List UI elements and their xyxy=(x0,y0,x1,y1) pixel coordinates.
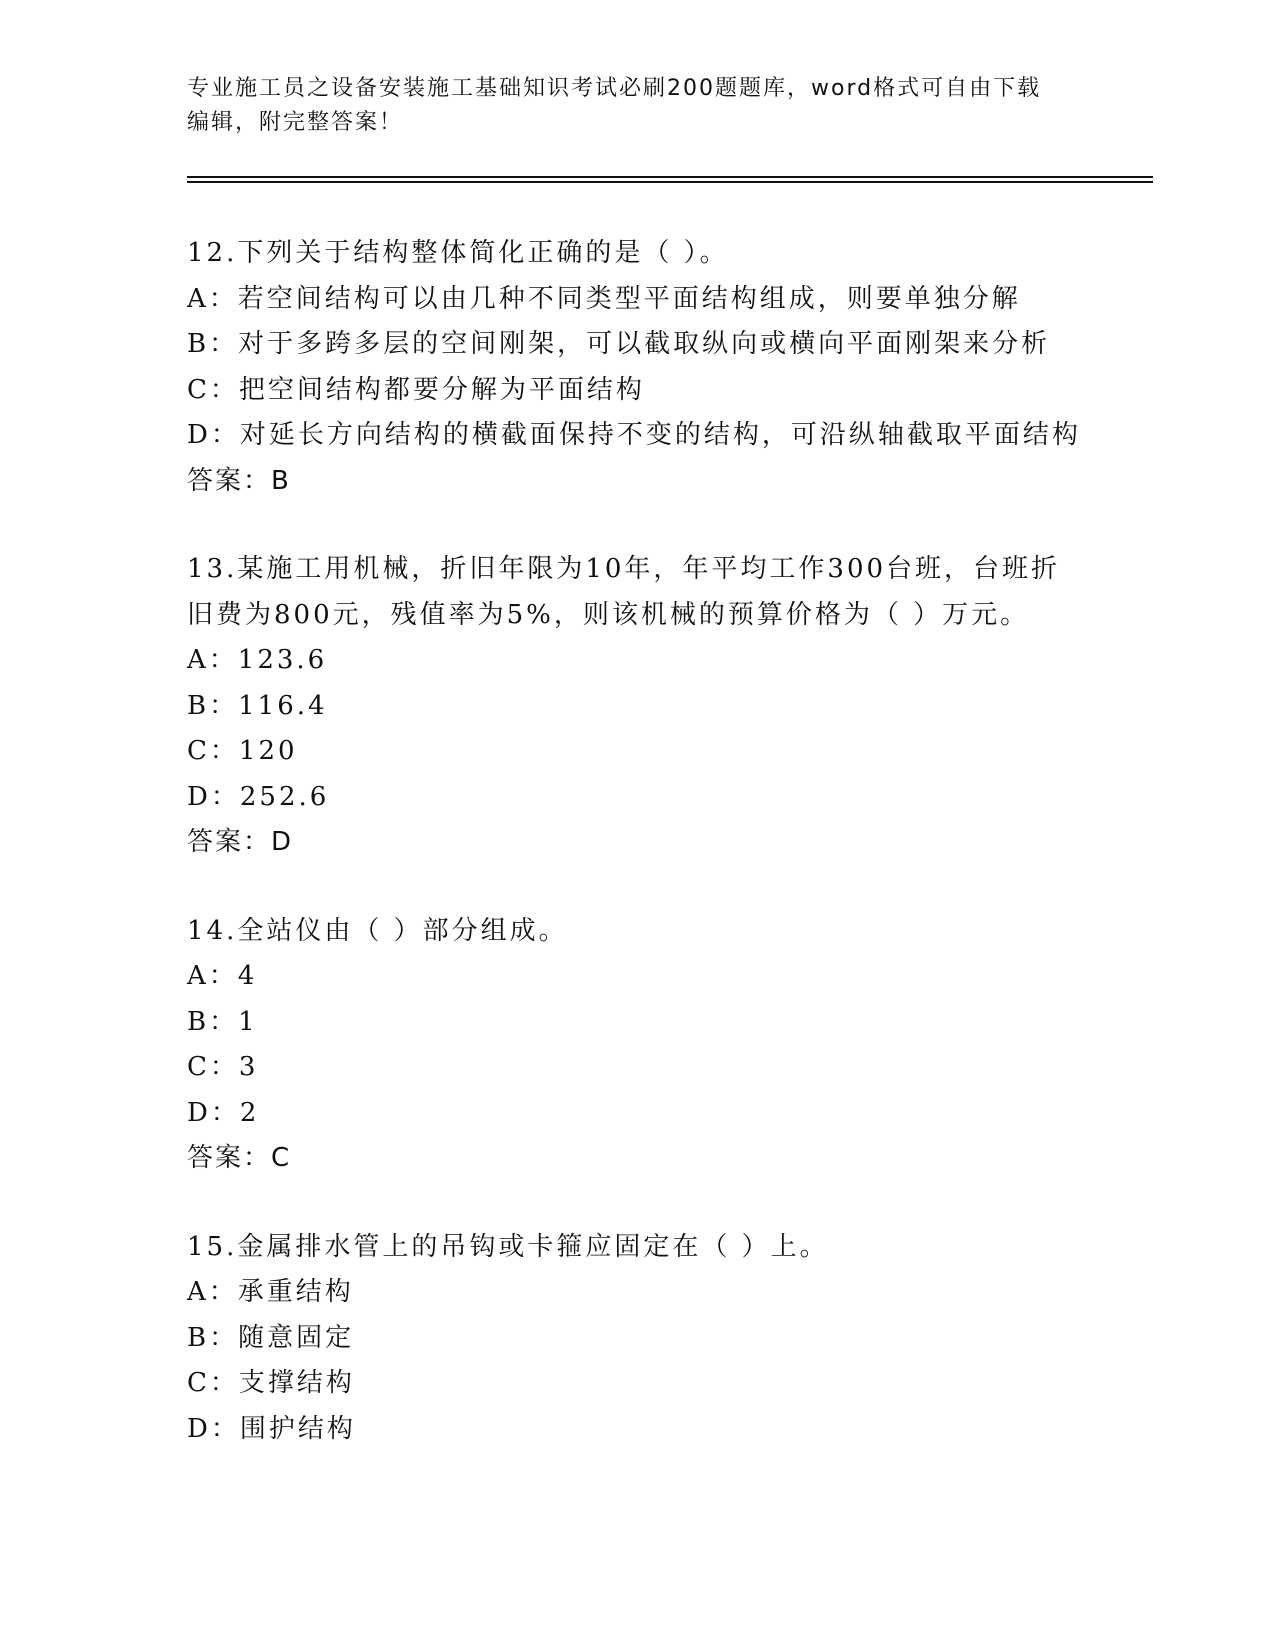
answer-option xyxy=(187,954,1087,1000)
answer-option xyxy=(187,322,1087,368)
answer-key: 答案：C xyxy=(187,1143,292,1173)
answer-key: 答案：B xyxy=(187,465,291,496)
option-letter: B： xyxy=(187,1322,239,1353)
option-text: 4 xyxy=(237,961,258,991)
answer-key: 答案：D xyxy=(187,827,294,857)
answer-option xyxy=(187,1091,1087,1137)
option-letter: C： xyxy=(187,1052,239,1082)
option-text: 围护结构 xyxy=(239,1413,356,1444)
option-text: 若空间结构可以由几种不同类型平面结构组成，则要单独分解 xyxy=(237,283,1021,314)
option-text: 2 xyxy=(239,1097,260,1128)
option-text: 120 xyxy=(238,736,298,766)
option-text: 承重结构 xyxy=(237,1277,354,1307)
question-block xyxy=(187,909,1087,1182)
document-header xyxy=(187,72,1077,140)
answer-option xyxy=(187,1407,1087,1453)
answer-option xyxy=(187,1270,1087,1316)
answer-option xyxy=(187,1316,1087,1362)
question-block xyxy=(187,231,1087,504)
question-block xyxy=(187,1225,1087,1453)
option-text: 随意固定 xyxy=(238,1322,355,1353)
option-letter: A： xyxy=(187,645,238,675)
answer-option xyxy=(187,684,1087,730)
option-letter: D： xyxy=(187,420,240,450)
question-list xyxy=(187,231,1087,1495)
option-letter: A： xyxy=(187,1277,238,1307)
option-letter: C： xyxy=(187,1368,239,1398)
answer-option xyxy=(187,729,1087,775)
option-letter: A： xyxy=(187,283,238,314)
option-text: 对于多跨多层的空间刚架，可以截取纵向或横向平面刚架来分析 xyxy=(238,329,1051,359)
question-stem: 13.某施工用机械，折旧年限为10年，年平均工作300台班，台班折 xyxy=(187,554,1061,584)
option-letter: C： xyxy=(187,736,239,766)
option-text: 252.6 xyxy=(239,781,330,812)
header-divider-top xyxy=(187,176,1153,178)
option-letter: A： xyxy=(187,961,238,991)
option-letter: B： xyxy=(187,329,239,359)
header-line-1: 专业施工员之设备安装施工基础知识考试必刷200题题库，word格式可自由下载 xyxy=(187,76,1042,101)
question-block xyxy=(187,547,1087,866)
answer-option xyxy=(187,1361,1087,1407)
option-letter: B： xyxy=(187,1006,239,1037)
answer-option xyxy=(187,775,1087,821)
option-text: 1 xyxy=(238,1006,258,1037)
header-divider-bottom xyxy=(187,181,1153,183)
answer-option xyxy=(187,413,1087,459)
question-stem: 旧费为800元，残值率为5%，则该机械的预算价格为（ ）万元。 xyxy=(187,599,1030,630)
option-letter: D： xyxy=(187,1413,240,1444)
header-line-2: 编辑，附完整答案！ xyxy=(187,110,404,135)
answer-option xyxy=(187,1000,1087,1046)
option-letter: B： xyxy=(187,690,239,721)
question-stem: 15.金属排水管上的吊钩或卡箍应固定在（ ）上。 xyxy=(187,1231,829,1262)
option-text: 把空间结构都要分解为平面结构 xyxy=(238,374,645,405)
option-text: 对延长方向结构的横截面保持不变的结构，可沿纵轴截取平面结构 xyxy=(239,420,1081,450)
question-stem: 14.全站仪由（ ）部分组成。 xyxy=(187,915,568,946)
option-text: 116.4 xyxy=(238,690,328,721)
answer-option xyxy=(187,368,1087,414)
answer-option xyxy=(187,277,1087,323)
answer-option xyxy=(187,638,1087,684)
question-stem: 12.下列关于结构整体简化正确的是（ ）。 xyxy=(187,238,729,268)
option-letter: C： xyxy=(187,374,239,405)
option-letter: D： xyxy=(187,781,240,812)
option-text: 3 xyxy=(238,1052,259,1082)
option-text: 123.6 xyxy=(237,645,328,675)
answer-option xyxy=(187,1045,1087,1091)
option-letter: D： xyxy=(187,1097,240,1128)
option-text: 支撑结构 xyxy=(238,1368,355,1398)
